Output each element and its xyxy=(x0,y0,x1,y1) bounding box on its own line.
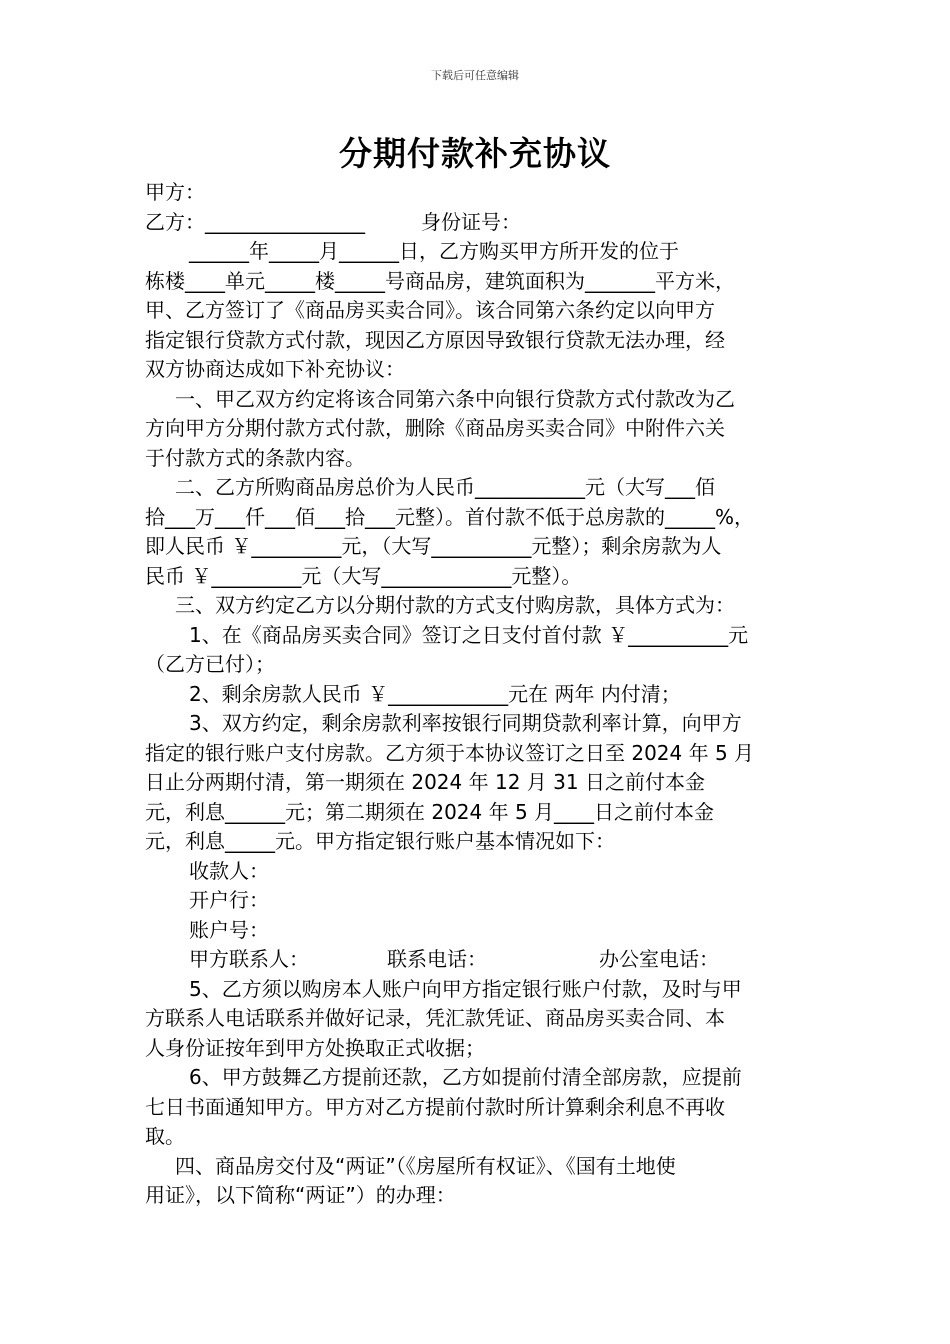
clause-3-line: 三、双方约定乙方以分期付款的方式支付购房款，具体方式为： xyxy=(175,593,735,617)
paragraph-line: 拾___万___仟___佰___拾___元整）。首付款不低于总房款的_____%， xyxy=(145,504,755,529)
paragraph-line: 即人民币 ￥_________元，（大写__________元整）；剩余房款为人 xyxy=(145,534,722,558)
party-b-label: 乙方：________________ xyxy=(145,209,365,234)
clause-2-line: 二、乙方所购商品房总价为人民币___________元（大写___佰 xyxy=(175,475,715,499)
item-5-line: 5、乙方须以购房本人账户向甲方指定银行账户付款，及时与甲 xyxy=(189,976,742,1001)
paragraph-line: ______年_____月______日，乙方购买甲方所开发的位于 xyxy=(189,239,679,263)
id-number-label: 身份证号： xyxy=(421,209,521,234)
paragraph-line: （乙方已付）； xyxy=(145,652,275,676)
bank-line: 开户行： xyxy=(189,888,269,912)
paragraph-line: 日止分两期付清，第一期须在 2024 年 12 月 31 日之前付本金 xyxy=(145,770,705,794)
paragraph-line: 于付款方式的条款内容。 xyxy=(145,445,365,470)
paragraph-line: 元，利息______元；第二期须在 2024 年 5 月____日之前付本金 xyxy=(145,799,715,824)
contact-person-label: 甲方联系人： xyxy=(189,947,309,971)
item-6-line: 6、甲方鼓舞乙方提前还款，乙方如提前付清全部房款，应提前 xyxy=(189,1065,742,1089)
paragraph-line: 元，利息_____元。甲方指定银行账户基本情况如下： xyxy=(145,829,615,853)
paragraph-line: 甲、乙方签订了《商品房买卖合同》。该合同第六条约定以向甲方 xyxy=(145,298,715,322)
paragraph-line: 民币 ￥_________元（大写_____________元整）。 xyxy=(145,563,582,588)
office-phone-label: 办公室电话： xyxy=(599,947,719,971)
account-line: 账户号： xyxy=(189,917,269,942)
clause-4-line: 四、商品房交付及“两证”（《房屋所有权证》、《国有土地使 xyxy=(175,1153,676,1178)
party-a-line: 甲方： xyxy=(145,180,205,204)
paragraph-line: 栋楼____单元_____楼_____号商品房，建筑面积为_______平方米， xyxy=(145,268,735,293)
paragraph-line: 方联系人电话联系并做好记录，凭汇款凭证、商品房买卖合同、本 xyxy=(145,1006,725,1030)
document-title: 分期付款补充协议 xyxy=(339,134,611,173)
item-1-line: 1、在《商品房买卖合同》签订之日支付首付款 ￥__________元 xyxy=(189,622,749,647)
clause-1-line: 一、甲乙双方约定将该合同第六条中向银行贷款方式付款改为乙 xyxy=(175,386,735,411)
paragraph-line: 双方协商达成如下补充协议： xyxy=(145,357,405,381)
paragraph-line: 用证》，以下简称“两证”）的办理： xyxy=(145,1183,456,1207)
contact-line xyxy=(145,945,810,975)
paragraph-line: 指定银行贷款方式付款，现因乙方原因导致银行贷款无法办理，经 xyxy=(145,327,725,352)
item-2-line: 2、剩余房款人民币 ￥____________元在 两年 内付清； xyxy=(189,681,681,706)
paragraph-line: 指定的银行账户支付房款。乙方须于本协议签订之日至 2024 年 5 月 xyxy=(145,740,755,765)
payee-line: 收款人： xyxy=(189,858,269,883)
header-note: 下载后可任意编辑 xyxy=(431,69,519,82)
item-3-line: 3、双方约定，剩余房款利率按银行同期贷款利率计算，向甲方 xyxy=(189,711,742,735)
document-body xyxy=(145,178,810,1211)
paragraph-line: 取。 xyxy=(145,1124,185,1148)
contact-phone-label: 联系电话： xyxy=(387,947,487,971)
party-b-line xyxy=(145,208,810,238)
paragraph-line: 七日书面通知甲方。甲方对乙方提前付款时所计算剩余利息不再收 xyxy=(145,1094,725,1119)
paragraph-line: 人身份证按年到甲方处换取正式收据； xyxy=(145,1035,485,1060)
paragraph-line: 方向甲方分期付款方式付款，删除《商品房买卖合同》中附件六关 xyxy=(145,416,725,440)
